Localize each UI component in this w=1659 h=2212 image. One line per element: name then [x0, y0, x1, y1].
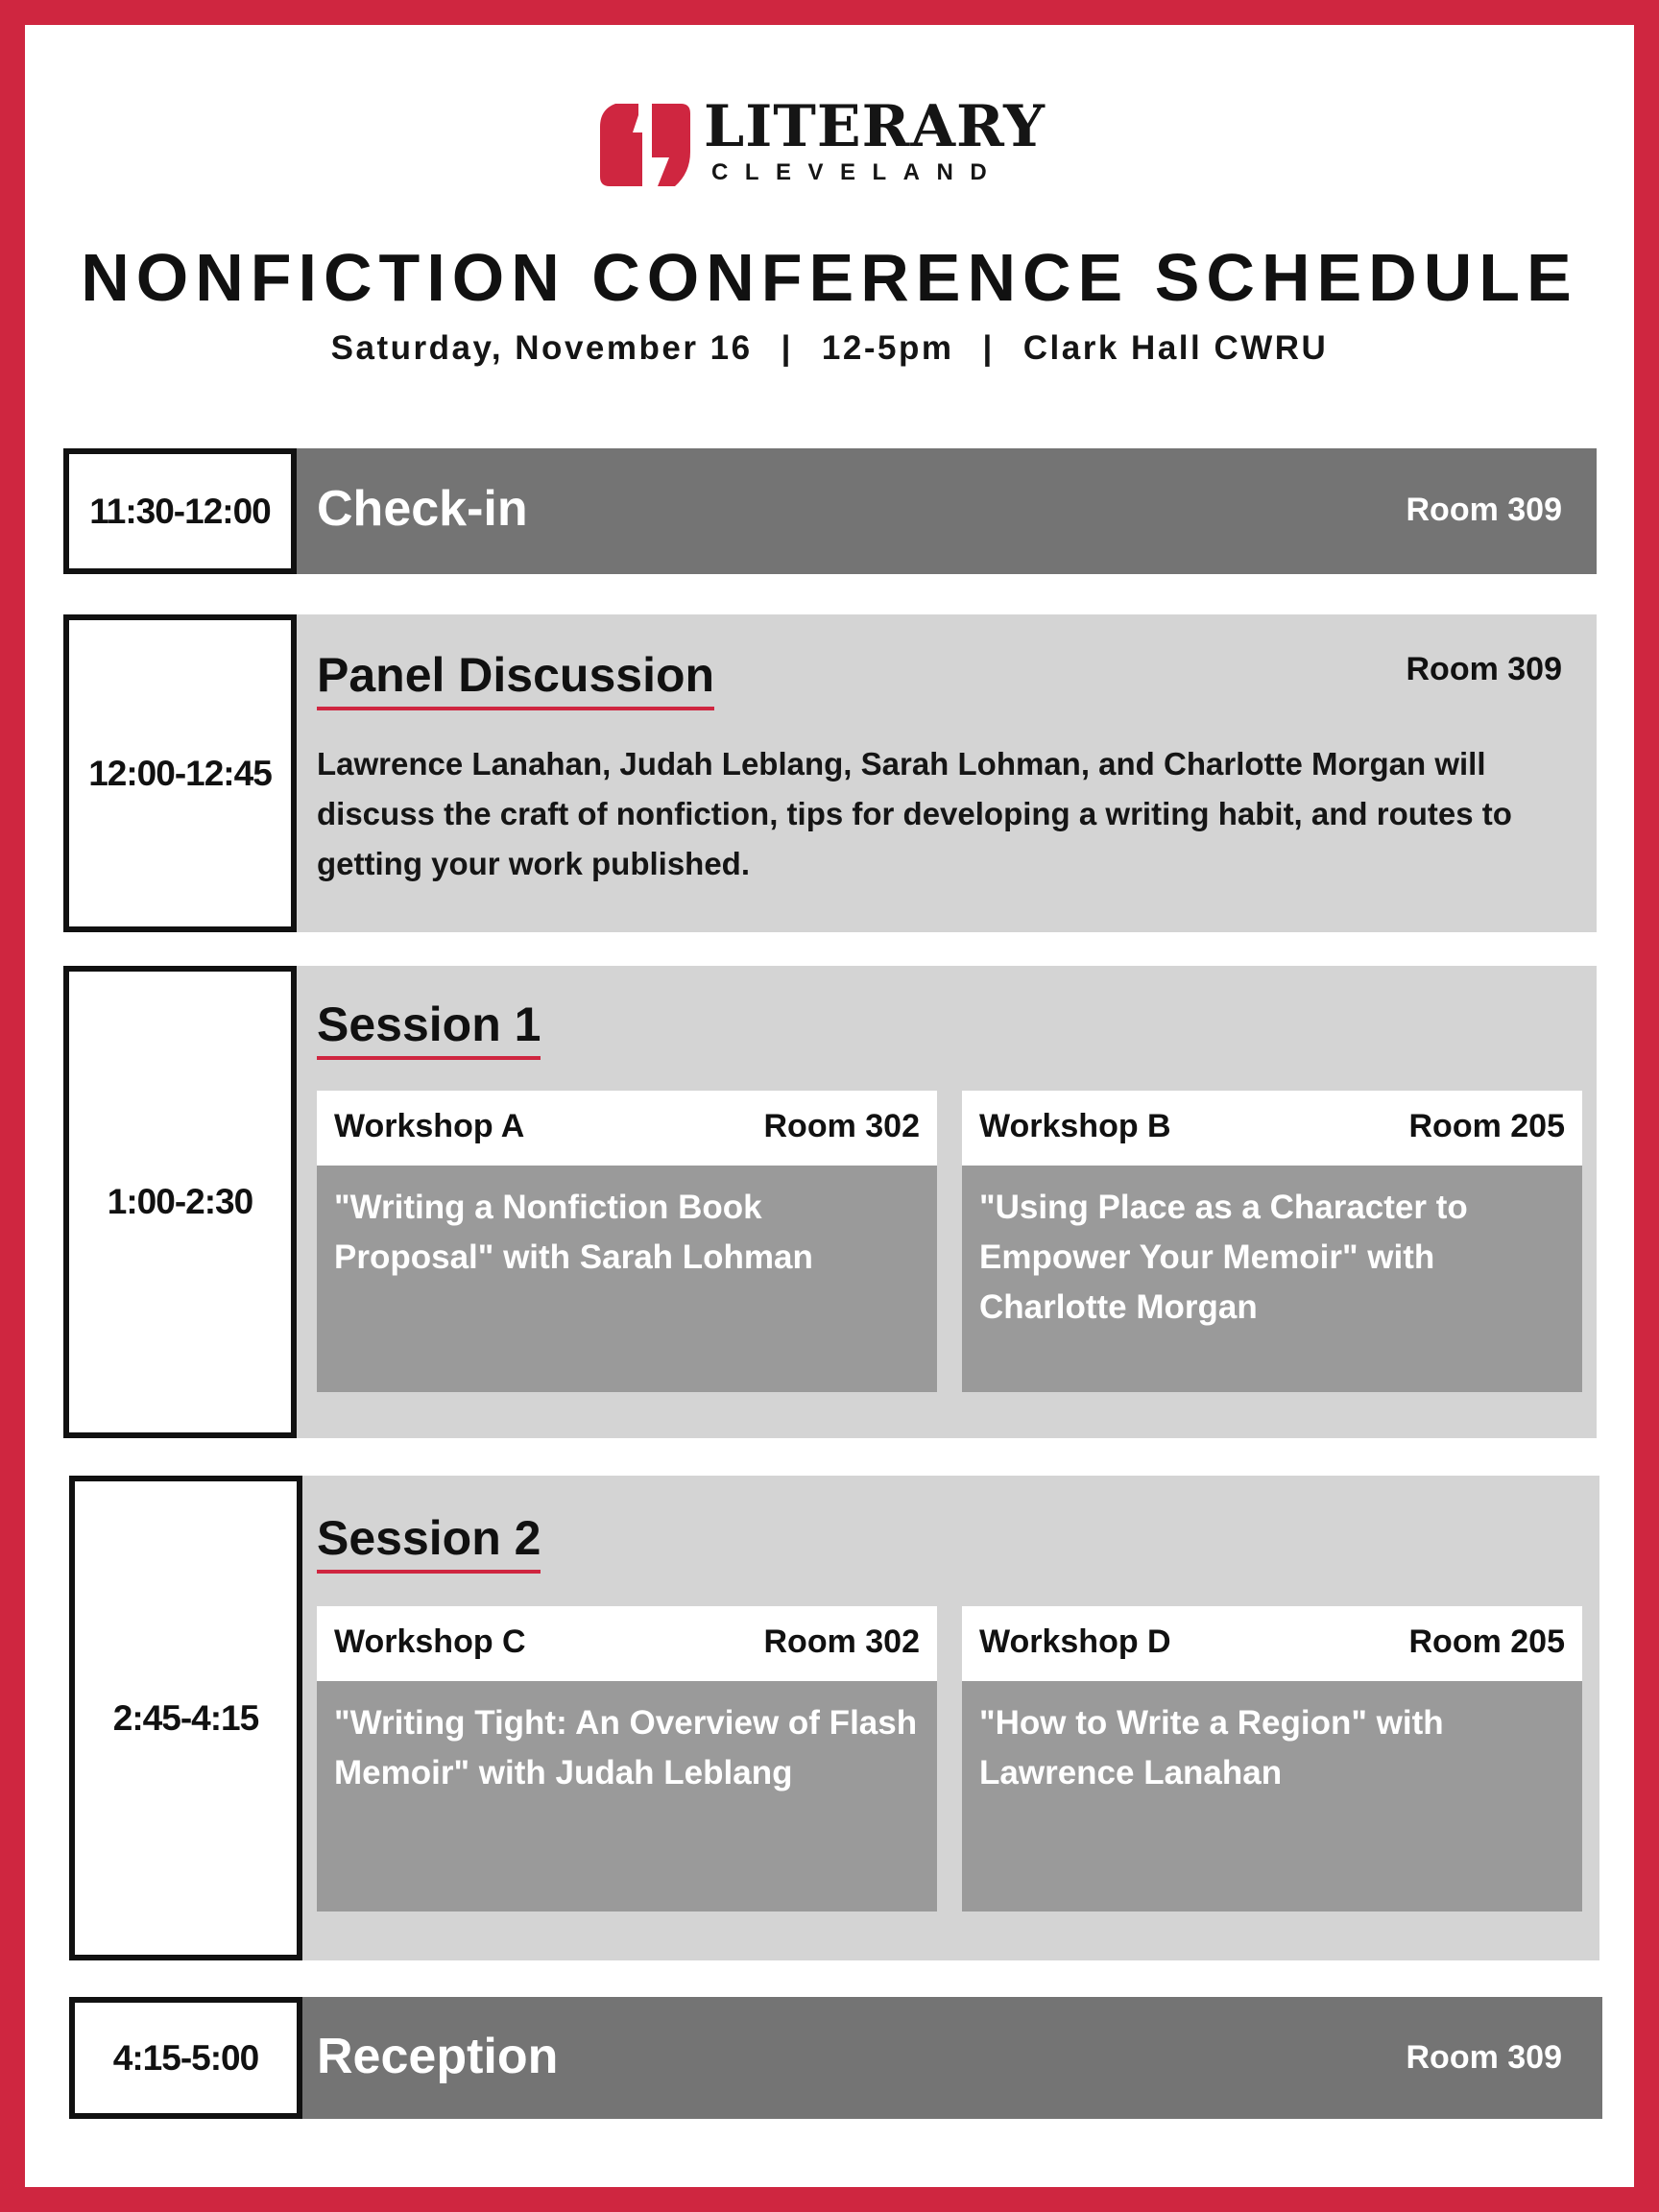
workshop-room: Room 205	[1408, 1623, 1565, 1660]
workshop-name: Workshop D	[979, 1623, 1171, 1660]
quote-mark-icon	[600, 104, 690, 186]
page-title: NONFICTION CONFERENCE SCHEDULE	[81, 240, 1578, 315]
workshop-room: Room 302	[763, 1623, 920, 1660]
session-1-block	[296, 966, 1597, 1438]
panel-room: Room 309	[1406, 651, 1562, 687]
logo-wordmark: LITERARY	[704, 93, 1046, 160]
workshop-name: Workshop B	[979, 1108, 1171, 1144]
workshop-room: Room 302	[763, 1108, 920, 1144]
session-2-title: Session 2	[317, 1514, 541, 1574]
workshop-name: Workshop A	[334, 1108, 525, 1144]
workshop-room: Room 205	[1408, 1108, 1565, 1144]
checkin-bar	[296, 448, 1597, 574]
workshop-card	[317, 1606, 937, 1911]
checkin-room: Room 309	[1406, 492, 1562, 528]
event-time: 12-5pm	[821, 329, 954, 367]
workshop-name: Workshop C	[334, 1623, 526, 1660]
session-2-block	[301, 1476, 1599, 1960]
workshop-description: "How to Write a Region" with Lawrence Lanahan	[962, 1681, 1582, 1911]
time-box-panel: 12:00-12:45	[63, 614, 297, 932]
workshop-card	[317, 1091, 937, 1392]
reception-title: Reception	[317, 2029, 559, 2084]
workshop-card	[962, 1606, 1582, 1911]
literary-cleveland-logo	[600, 93, 1061, 192]
time-box-session-2: 2:45-4:15	[69, 1476, 302, 1960]
session-1-title: Session 1	[317, 1000, 541, 1060]
separator: |	[982, 329, 995, 367]
workshop-header	[317, 1091, 937, 1166]
separator: |	[781, 329, 793, 367]
event-venue: Clark Hall CWRU	[1022, 329, 1329, 367]
workshop-description: "Writing a Nonfiction Book Proposal" with Sarah Lohman	[317, 1166, 937, 1392]
panel-title: Panel Discussion	[317, 651, 714, 710]
workshop-header	[962, 1606, 1582, 1681]
logo-subtitle: CLEVELAND	[711, 159, 1004, 185]
workshop-card	[962, 1091, 1582, 1392]
panel-discussion-block	[296, 614, 1597, 932]
workshop-header	[962, 1091, 1582, 1166]
checkin-title: Check-in	[317, 481, 528, 537]
reception-room: Room 309	[1406, 2039, 1562, 2076]
time-box-session-1: 1:00-2:30	[63, 966, 297, 1438]
event-details	[0, 331, 1659, 365]
workshop-description: "Writing Tight: An Overview of Flash Memoir" with Judah Leblang	[317, 1681, 937, 1911]
workshop-header	[317, 1606, 937, 1681]
event-date: Saturday, November 16	[330, 329, 753, 367]
time-box-checkin: 11:30-12:00	[63, 448, 297, 574]
workshop-description: "Using Place as a Character to Empower Your Memoir" with Charlotte Morgan	[962, 1166, 1582, 1392]
time-box-reception: 4:15-5:00	[69, 1997, 302, 2119]
panel-description: Lawrence Lanahan, Judah Leblang, Sarah Lohman, and Charlotte Morgan will discuss the craft of nonfiction, tips for developing a writing habit, and routes to getting your work published.	[317, 746, 1512, 881]
reception-bar	[301, 1997, 1602, 2119]
